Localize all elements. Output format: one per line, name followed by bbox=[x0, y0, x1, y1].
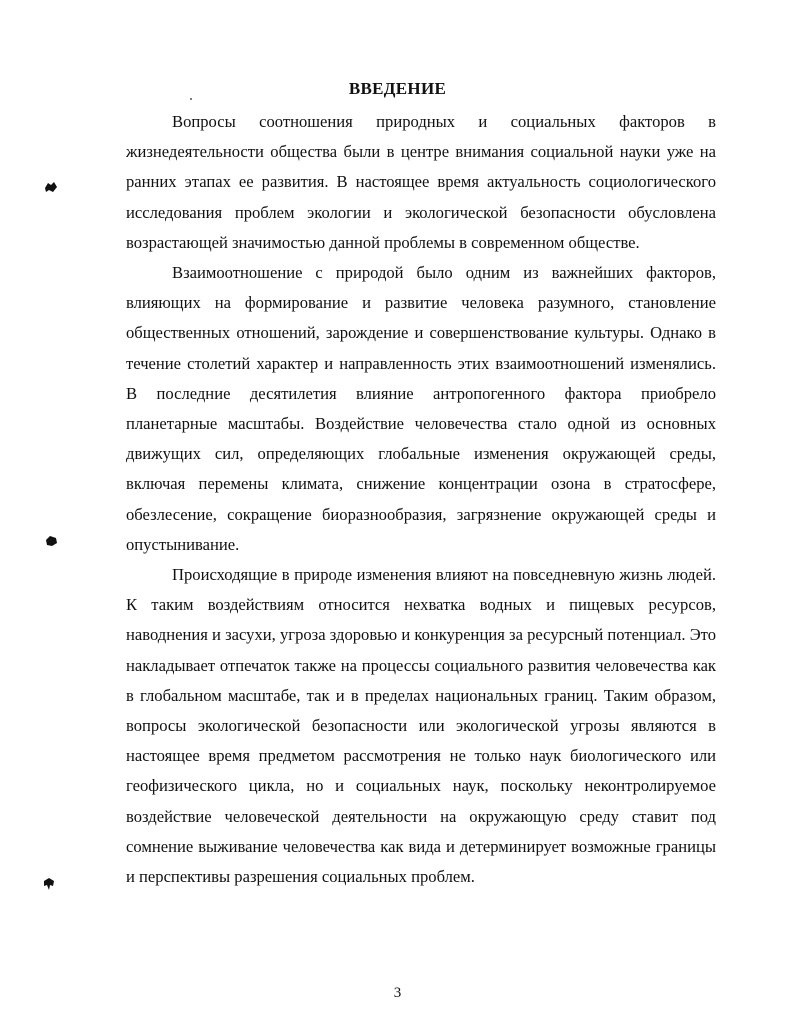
paragraph-1: Вопросы соотношения природных и социальных факторов в жизнедеятельности общества были в центре внимания социальной науки уже на ранних этапах ее развития. В настоящее время актуальность социологического исследования проблем экологии и экологической безопасности обусловлена возрастающей значимостью данной проблемы в современном обществе. bbox=[126, 112, 716, 252]
body-text bbox=[126, 107, 716, 892]
paragraph-3: Происходящие в природе изменения влияют на повседневную жизнь людей. К таким воздействиям относится нехватка водных и пищевых ресурсов, наводнения и засухи, угроза здоровью и конкуренция за ресурсный потенциал. Это накладывает отпечаток также на процессы социального развития человечества как в глобальном масштабе, так и в пределах национальных границ. Таким образом, вопросы экологической безопасности или экологической угрозы являются в настоящее время предметом рассмотрения не только наук биологического или геофизического цикла, но и социальных наук, поскольку неконтролируемое воздействие человеческой деятельности на окружающую среду ставит под сомнение выживание человечества как вида и детерминирует возможные границы и перспективы разрешения социальных проблем. bbox=[126, 565, 716, 887]
page-title: ВВЕДЕНИЕ bbox=[348, 79, 447, 98]
punch-hole-mark-top bbox=[44, 181, 58, 193]
punch-hole-mark-middle bbox=[44, 535, 58, 547]
page-number: 3 bbox=[393, 985, 402, 1001]
punch-hole-mark-bottom bbox=[42, 877, 56, 889]
paragraph-2: Взаимоотношение с природой было одним из важнейших факторов, влияющих на формирование и развитие человека разумного, становление общественных отношений, зарождение и совершенствование культуры. Однако в течение столетий характер и направленность этих взаимоотношений изменялись. В последние десятилетия влияние антропогенного фактора приобрело планетарные масштабы. Воздействие человечества стало одной из основных движущих сил, определяющих глобальные изменения окружающей среды, включая перемены климата, снижение концентрации озона в стратосфере, обезлесение, сокращение биоразнообразия, загрязнение окружающей среды и опустынивание. bbox=[126, 263, 716, 554]
